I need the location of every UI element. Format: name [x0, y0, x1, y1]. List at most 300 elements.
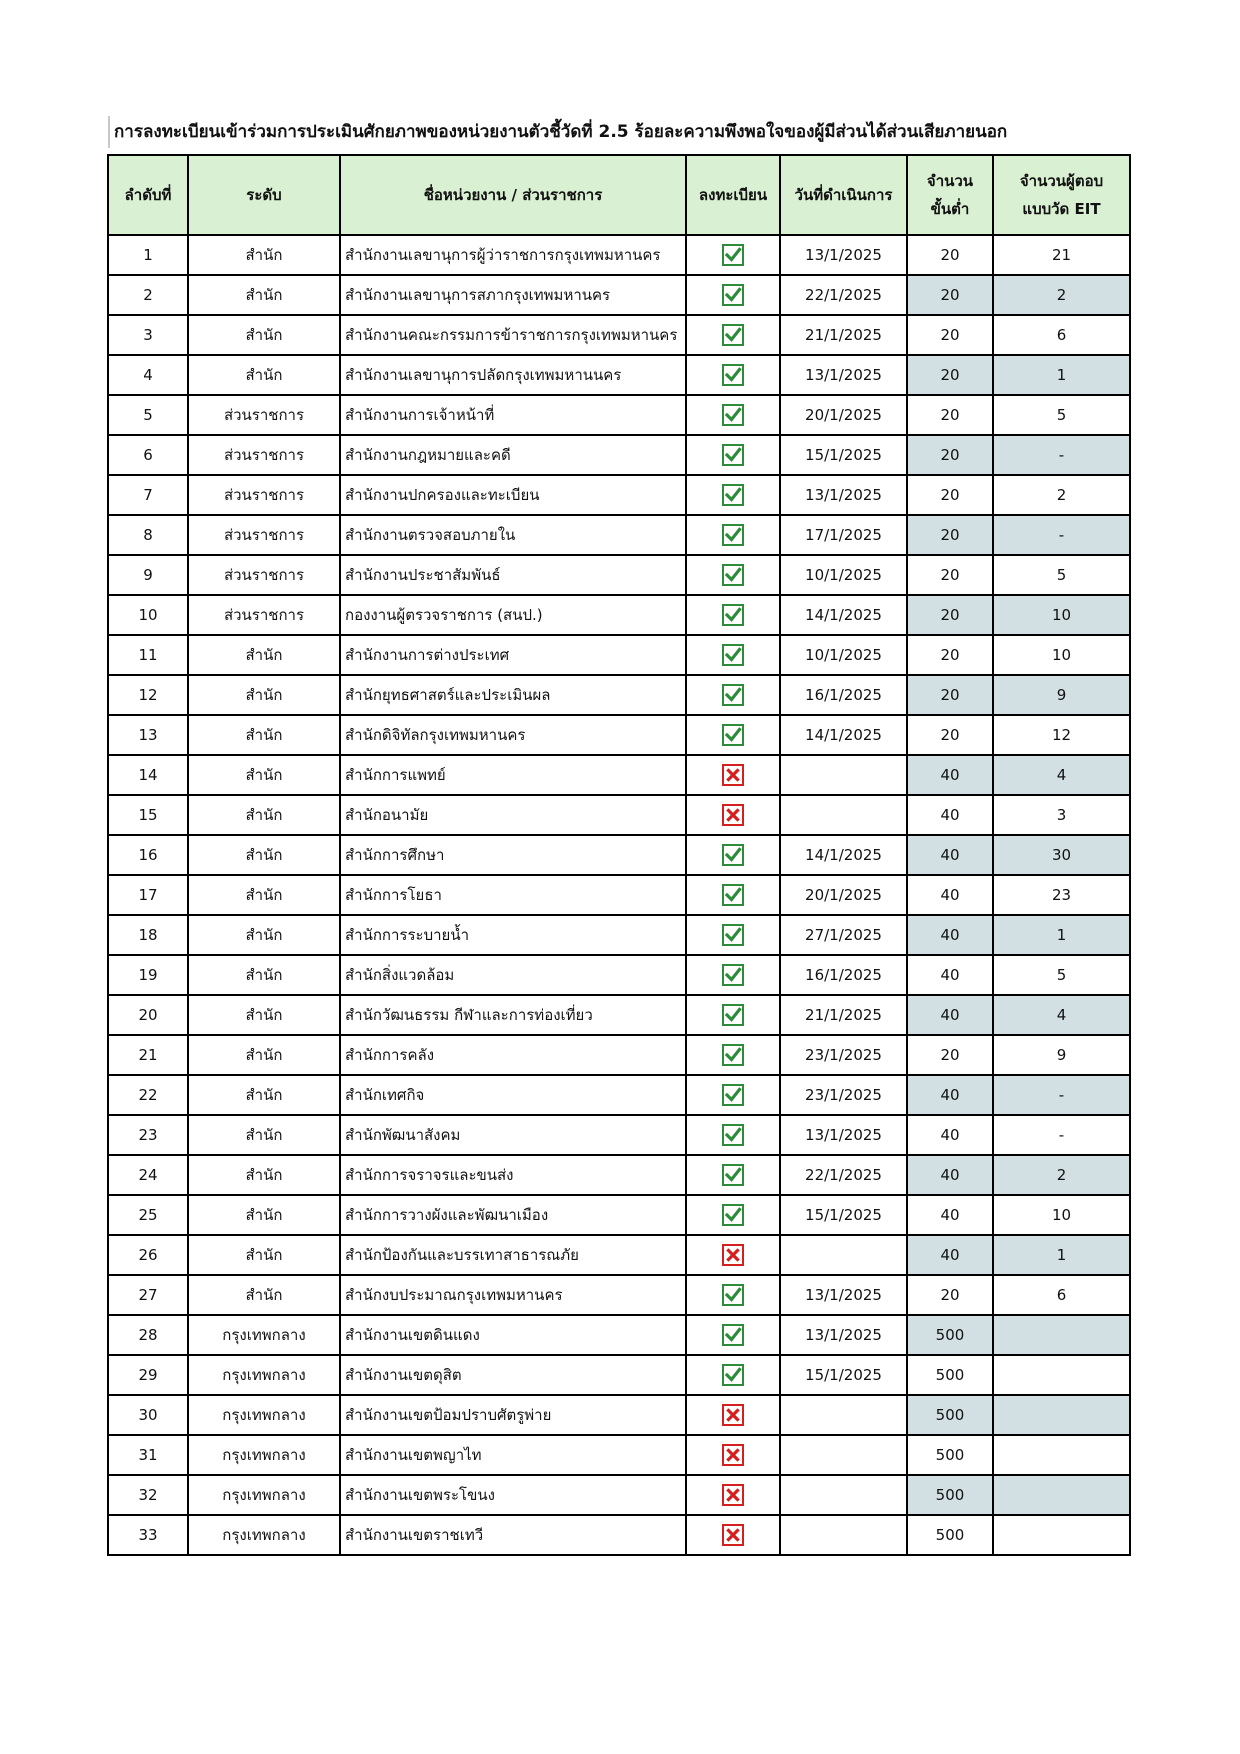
cell-agency: สำนักการโยธา [340, 875, 686, 915]
cell-minimum: 20 [907, 355, 993, 395]
cell-level: สำนัก [188, 1075, 340, 1115]
table-row [108, 555, 1130, 595]
cell-minimum: 500 [907, 1435, 993, 1475]
cell-no: 28 [108, 1315, 188, 1355]
cell-registered [686, 635, 780, 675]
cell-date: 13/1/2025 [780, 235, 907, 275]
check-icon [722, 924, 744, 946]
cell-date [780, 1475, 907, 1515]
cell-date: 21/1/2025 [780, 315, 907, 355]
table-row [108, 355, 1130, 395]
table-row [108, 515, 1130, 555]
cell-date: 16/1/2025 [780, 955, 907, 995]
cell-registered [686, 315, 780, 355]
cell-agency: สำนักงานเขตพระโขนง [340, 1475, 686, 1515]
cell-no: 16 [108, 835, 188, 875]
cell-date: 22/1/2025 [780, 275, 907, 315]
cell-agency: สำนักงานเลขานุการปลัดกรุงเทพมหานนคร [340, 355, 686, 395]
cell-minimum: 20 [907, 595, 993, 635]
cell-no: 21 [108, 1035, 188, 1075]
cell-responses: 5 [993, 955, 1130, 995]
cell-registered [686, 1515, 780, 1555]
cell-registered [686, 1115, 780, 1155]
table-body [108, 235, 1130, 1555]
cell-no: 25 [108, 1195, 188, 1235]
table-row [108, 1275, 1130, 1315]
cell-agency: สำนักป้องกันและบรรเทาสาธารณภัย [340, 1235, 686, 1275]
cell-registered [686, 355, 780, 395]
cell-level: สำนัก [188, 715, 340, 755]
cell-date: 15/1/2025 [780, 1195, 907, 1235]
cell-no: 14 [108, 755, 188, 795]
registration-table [107, 154, 1131, 1556]
table-row [108, 1395, 1130, 1435]
cell-date: 17/1/2025 [780, 515, 907, 555]
cell-agency: สำนักงานเขตป้อมปราบศัตรูพ่าย [340, 1395, 686, 1435]
cell-no: 15 [108, 795, 188, 835]
cell-date [780, 1435, 907, 1475]
cell-agency: สำนักดิจิทัลกรุงเทพมหานคร [340, 715, 686, 755]
cell-responses [993, 1475, 1130, 1515]
cell-no: 32 [108, 1475, 188, 1515]
check-icon [722, 1124, 744, 1146]
check-icon [722, 884, 744, 906]
table-row [108, 1155, 1130, 1195]
cell-responses: 10 [993, 635, 1130, 675]
cell-registered [686, 1275, 780, 1315]
table-row [108, 1515, 1130, 1555]
cell-agency: สำนักสิ่งแวดล้อม [340, 955, 686, 995]
header-minimum-line2: ขั้นต่ำ [930, 200, 970, 218]
cell-date: 15/1/2025 [780, 1355, 907, 1395]
cell-registered [686, 675, 780, 715]
cell-responses: 10 [993, 595, 1130, 635]
cell-agency: สำนักวัฒนธรรม กีฬาและการท่องเที่ยว [340, 995, 686, 1035]
cell-minimum: 500 [907, 1395, 993, 1435]
cell-level: สำนัก [188, 955, 340, 995]
cell-registered [686, 995, 780, 1035]
header-responses-line2: แบบวัด EIT [1022, 200, 1101, 218]
cell-date: 13/1/2025 [780, 475, 907, 515]
cell-responses: 4 [993, 995, 1130, 1035]
cell-responses: 9 [993, 1035, 1130, 1075]
cell-registered [686, 955, 780, 995]
cell-no: 13 [108, 715, 188, 755]
cell-minimum: 40 [907, 1115, 993, 1155]
cell-no: 17 [108, 875, 188, 915]
cell-date: 13/1/2025 [780, 1275, 907, 1315]
cell-minimum: 40 [907, 835, 993, 875]
cell-level: สำนัก [188, 1115, 340, 1155]
cell-date: 15/1/2025 [780, 435, 907, 475]
cell-responses: 1 [993, 1235, 1130, 1275]
cell-no: 9 [108, 555, 188, 595]
cell-minimum: 500 [907, 1515, 993, 1555]
header-no: ลำดับที่ [108, 155, 188, 235]
cell-responses: 6 [993, 315, 1130, 355]
cell-no: 2 [108, 275, 188, 315]
cell-level: สำนัก [188, 875, 340, 915]
table-row [108, 235, 1130, 275]
cell-level: ส่วนราชการ [188, 475, 340, 515]
table-row [108, 1315, 1130, 1355]
cell-agency: สำนักงานเลขานุการผู้ว่าราชการกรุงเทพมหานคร [340, 235, 686, 275]
cell-level: สำนัก [188, 755, 340, 795]
cell-agency: สำนักงานเลขานุการสภากรุงเทพมหานคร [340, 275, 686, 315]
table-row [108, 635, 1130, 675]
cell-level: สำนัก [188, 1235, 340, 1275]
cell-date: 10/1/2025 [780, 635, 907, 675]
table-row [108, 1435, 1130, 1475]
cell-no: 22 [108, 1075, 188, 1115]
cell-level: ส่วนราชการ [188, 555, 340, 595]
table-row [108, 875, 1130, 915]
cell-no: 5 [108, 395, 188, 435]
cell-agency: สำนักงานเขตพญาไท [340, 1435, 686, 1475]
cell-date [780, 795, 907, 835]
check-icon [722, 244, 744, 266]
table-row [108, 475, 1130, 515]
cell-responses: 3 [993, 795, 1130, 835]
cell-registered [686, 475, 780, 515]
cell-minimum: 20 [907, 675, 993, 715]
cell-no: 30 [108, 1395, 188, 1435]
cell-responses: 2 [993, 1155, 1130, 1195]
cell-agency: สำนักงานกฎหมายและคดี [340, 435, 686, 475]
check-icon [722, 324, 744, 346]
cross-icon [722, 1524, 744, 1546]
cross-icon [722, 1244, 744, 1266]
cell-level: กรุงเทพกลาง [188, 1355, 340, 1395]
cell-minimum: 500 [907, 1315, 993, 1355]
cell-agency: สำนักการจราจรและขนส่ง [340, 1155, 686, 1195]
cell-minimum: 40 [907, 795, 993, 835]
cell-no: 24 [108, 1155, 188, 1195]
check-icon [722, 724, 744, 746]
cell-responses: 9 [993, 675, 1130, 715]
cell-level: สำนัก [188, 675, 340, 715]
cell-registered [686, 275, 780, 315]
cell-date [780, 1395, 907, 1435]
check-icon [722, 524, 744, 546]
cell-responses: 30 [993, 835, 1130, 875]
table-row [108, 435, 1130, 475]
table-row [108, 675, 1130, 715]
cell-registered [686, 755, 780, 795]
cell-agency: กองงานผู้ตรวจราชการ (สนป.) [340, 595, 686, 635]
cell-level: กรุงเทพกลาง [188, 1395, 340, 1435]
cell-minimum: 40 [907, 915, 993, 955]
cell-registered [686, 515, 780, 555]
cell-date: 20/1/2025 [780, 395, 907, 435]
cell-level: สำนัก [188, 1035, 340, 1075]
table-row [108, 715, 1130, 755]
cell-minimum: 40 [907, 1075, 993, 1115]
cell-date: 13/1/2025 [780, 355, 907, 395]
cell-agency: สำนักงานคณะกรรมการข้าราชการกรุงเทพมหานคร [340, 315, 686, 355]
cell-minimum: 20 [907, 555, 993, 595]
header-minimum [907, 155, 993, 235]
cell-no: 6 [108, 435, 188, 475]
cell-registered [686, 1395, 780, 1435]
table-row [108, 915, 1130, 955]
cell-agency: สำนักการคลัง [340, 1035, 686, 1075]
cell-responses: 5 [993, 555, 1130, 595]
cell-minimum: 500 [907, 1475, 993, 1515]
cell-date: 27/1/2025 [780, 915, 907, 955]
cell-no: 8 [108, 515, 188, 555]
cell-responses [993, 1395, 1130, 1435]
cell-agency: สำนักการวางผังและพัฒนาเมือง [340, 1195, 686, 1235]
cell-minimum: 20 [907, 235, 993, 275]
cell-registered [686, 915, 780, 955]
header-agency: ชื่อหน่วยงาน / ส่วนราชการ [340, 155, 686, 235]
cell-registered [686, 875, 780, 915]
cell-registered [686, 1475, 780, 1515]
header-responses-line1: จำนวนผู้ตอบ [1019, 172, 1104, 190]
cell-no: 10 [108, 595, 188, 635]
check-icon [722, 844, 744, 866]
document-title: การลงทะเบียนเข้าร่วมการประเมินศักยภาพของหน่วยงานตัวชี้วัดที่ 2.5 ร้อยละความพึงพอใจของผู้มีส่วนได้ส่วนเสียภายนอก [108, 116, 1134, 148]
cell-level: สำนัก [188, 915, 340, 955]
check-icon [722, 1284, 744, 1306]
cell-date: 23/1/2025 [780, 1075, 907, 1115]
cell-registered [686, 555, 780, 595]
cell-level: กรุงเทพกลาง [188, 1315, 340, 1355]
cell-level: สำนัก [188, 795, 340, 835]
cross-icon [722, 764, 744, 786]
cell-registered [686, 1035, 780, 1075]
table-row [108, 1035, 1130, 1075]
cell-level: ส่วนราชการ [188, 515, 340, 555]
check-icon [722, 364, 744, 386]
cross-icon [722, 1444, 744, 1466]
cell-registered [686, 795, 780, 835]
cell-registered [686, 435, 780, 475]
cell-level: สำนัก [188, 355, 340, 395]
cell-no: 29 [108, 1355, 188, 1395]
check-icon [722, 1364, 744, 1386]
cell-agency: สำนักอนามัย [340, 795, 686, 835]
cell-level: สำนัก [188, 275, 340, 315]
cell-no: 27 [108, 1275, 188, 1315]
table-row [108, 1075, 1130, 1115]
cell-level: สำนัก [188, 1195, 340, 1235]
cell-level: ส่วนราชการ [188, 435, 340, 475]
cell-date [780, 755, 907, 795]
header-date: วันที่ดำเนินการ [780, 155, 907, 235]
cell-no: 19 [108, 955, 188, 995]
cell-no: 33 [108, 1515, 188, 1555]
table-row [108, 275, 1130, 315]
cell-date: 22/1/2025 [780, 1155, 907, 1195]
cell-minimum: 20 [907, 715, 993, 755]
cell-responses: 5 [993, 395, 1130, 435]
cell-registered [686, 395, 780, 435]
cell-date: 20/1/2025 [780, 875, 907, 915]
table-row [108, 1355, 1130, 1395]
check-icon [722, 1004, 744, 1026]
cell-registered [686, 1355, 780, 1395]
table-row [108, 795, 1130, 835]
cell-minimum: 40 [907, 1195, 993, 1235]
cell-agency: สำนักงานการต่างประเทศ [340, 635, 686, 675]
cell-responses: 2 [993, 275, 1130, 315]
cell-date: 21/1/2025 [780, 995, 907, 1035]
cell-registered [686, 715, 780, 755]
cell-no: 26 [108, 1235, 188, 1275]
cell-date [780, 1515, 907, 1555]
cell-minimum: 500 [907, 1355, 993, 1395]
check-icon [722, 1164, 744, 1186]
check-icon [722, 684, 744, 706]
cell-agency: สำนักงานเขตราชเทวี [340, 1515, 686, 1555]
cell-no: 31 [108, 1435, 188, 1475]
cell-minimum: 20 [907, 435, 993, 475]
cell-agency: สำนักงานปกครองและทะเบียน [340, 475, 686, 515]
cell-registered [686, 1155, 780, 1195]
cell-no: 11 [108, 635, 188, 675]
cell-agency: สำนักงานเขตดินแดง [340, 1315, 686, 1355]
cell-level: สำนัก [188, 315, 340, 355]
cell-date: 16/1/2025 [780, 675, 907, 715]
cell-registered [686, 1195, 780, 1235]
cell-responses: 4 [993, 755, 1130, 795]
cell-date: 23/1/2025 [780, 1035, 907, 1075]
check-icon [722, 604, 744, 626]
cell-level: สำนัก [188, 835, 340, 875]
cell-minimum: 40 [907, 995, 993, 1035]
cell-registered [686, 235, 780, 275]
table-row [108, 955, 1130, 995]
check-icon [722, 484, 744, 506]
cell-agency: สำนักงานเขตดุสิต [340, 1355, 686, 1395]
check-icon [722, 644, 744, 666]
check-icon [722, 564, 744, 586]
table-row [108, 1475, 1130, 1515]
header-responses [993, 155, 1130, 235]
table-row [108, 835, 1130, 875]
cell-responses: - [993, 515, 1130, 555]
cell-date [780, 1235, 907, 1275]
cell-responses [993, 1315, 1130, 1355]
cell-agency: สำนักงานการเจ้าหน้าที่ [340, 395, 686, 435]
cell-responses: - [993, 435, 1130, 475]
cell-level: ส่วนราชการ [188, 595, 340, 635]
cell-minimum: 20 [907, 275, 993, 315]
cell-registered [686, 1235, 780, 1275]
header-minimum-line1: จำนวน [926, 172, 974, 190]
cell-no: 18 [108, 915, 188, 955]
cell-level: กรุงเทพกลาง [188, 1435, 340, 1475]
cell-level: สำนัก [188, 1275, 340, 1315]
cell-date: 10/1/2025 [780, 555, 907, 595]
header-registered: ลงทะเบียน [686, 155, 780, 235]
cell-responses [993, 1355, 1130, 1395]
cell-responses [993, 1435, 1130, 1475]
cell-responses: - [993, 1115, 1130, 1155]
cell-agency: สำนักการแพทย์ [340, 755, 686, 795]
cell-responses: - [993, 1075, 1130, 1115]
cell-agency: สำนักการระบายน้ำ [340, 915, 686, 955]
cell-agency: สำนักพัฒนาสังคม [340, 1115, 686, 1155]
cell-registered [686, 1315, 780, 1355]
cell-registered [686, 595, 780, 635]
check-icon [722, 1084, 744, 1106]
cell-date: 14/1/2025 [780, 715, 907, 755]
cell-minimum: 20 [907, 395, 993, 435]
cell-agency: สำนักงานประชาสัมพันธ์ [340, 555, 686, 595]
check-icon [722, 284, 744, 306]
cell-date: 14/1/2025 [780, 835, 907, 875]
cell-registered [686, 835, 780, 875]
cross-icon [722, 1404, 744, 1426]
cell-level: สำนัก [188, 1155, 340, 1195]
cell-no: 23 [108, 1115, 188, 1155]
cell-level: สำนัก [188, 235, 340, 275]
cell-level: สำนัก [188, 635, 340, 675]
table-row [108, 1195, 1130, 1235]
table-header-row [108, 155, 1130, 235]
cell-minimum: 40 [907, 755, 993, 795]
cell-agency: สำนักงบประมาณกรุงเทพมหานคร [340, 1275, 686, 1315]
cell-minimum: 20 [907, 1035, 993, 1075]
check-icon [722, 1044, 744, 1066]
cell-minimum: 20 [907, 515, 993, 555]
cell-responses: 12 [993, 715, 1130, 755]
check-icon [722, 1324, 744, 1346]
table-row [108, 395, 1130, 435]
cell-responses: 2 [993, 475, 1130, 515]
table-row [108, 995, 1130, 1035]
cell-minimum: 20 [907, 315, 993, 355]
table-row [108, 1115, 1130, 1155]
cross-icon [722, 804, 744, 826]
table-row [108, 1235, 1130, 1275]
table-row [108, 315, 1130, 355]
cell-responses: 6 [993, 1275, 1130, 1315]
cell-minimum: 20 [907, 635, 993, 675]
cell-no: 3 [108, 315, 188, 355]
header-level: ระดับ [188, 155, 340, 235]
cell-minimum: 40 [907, 1235, 993, 1275]
check-icon [722, 444, 744, 466]
check-icon [722, 1204, 744, 1226]
cell-minimum: 40 [907, 875, 993, 915]
table-row [108, 595, 1130, 635]
cell-minimum: 20 [907, 475, 993, 515]
table-row [108, 755, 1130, 795]
check-icon [722, 404, 744, 426]
cell-responses: 21 [993, 235, 1130, 275]
cell-agency: สำนักการศึกษา [340, 835, 686, 875]
cell-no: 4 [108, 355, 188, 395]
cell-level: กรุงเทพกลาง [188, 1515, 340, 1555]
cell-responses: 23 [993, 875, 1130, 915]
cell-responses: 1 [993, 355, 1130, 395]
cell-registered [686, 1435, 780, 1475]
cell-date: 13/1/2025 [780, 1115, 907, 1155]
cell-registered [686, 1075, 780, 1115]
cell-agency: สำนักงานตรวจสอบภายใน [340, 515, 686, 555]
cell-level: สำนัก [188, 995, 340, 1035]
cell-minimum: 20 [907, 1275, 993, 1315]
cell-agency: สำนักยุทธศาสตร์และประเมินผล [340, 675, 686, 715]
cell-no: 1 [108, 235, 188, 275]
cell-agency: สำนักเทศกิจ [340, 1075, 686, 1115]
cell-responses [993, 1515, 1130, 1555]
check-icon [722, 964, 744, 986]
